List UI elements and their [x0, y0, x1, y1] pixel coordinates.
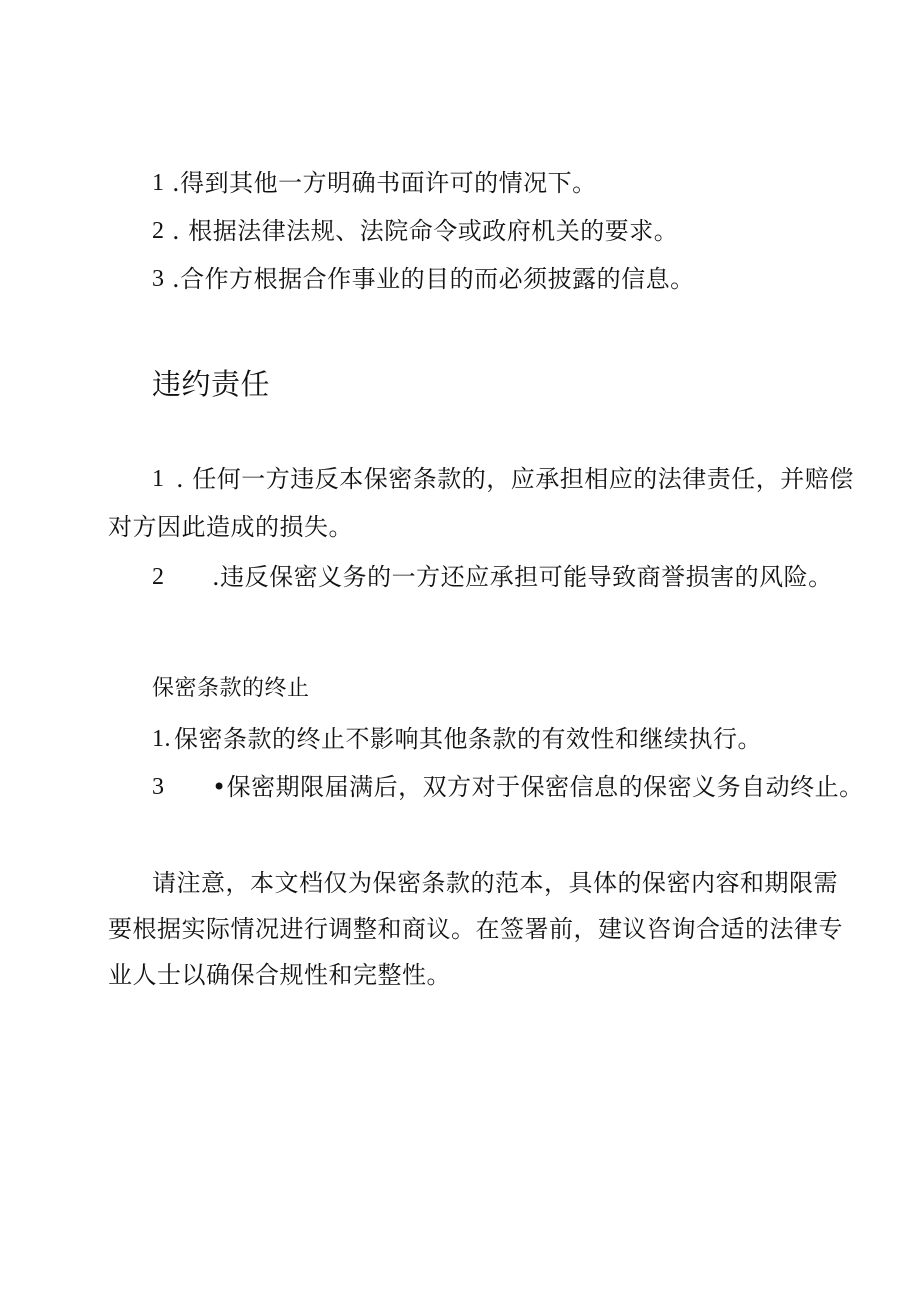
- list-item-text-continuation: 对方因此造成的损失。: [108, 513, 353, 541]
- list-item-text: •保密期限届满后，双方对于保密信息的保密义务自动终止。: [212, 773, 864, 801]
- list-item-number: 1: [152, 170, 165, 196]
- note-text: 业人士以确保合规性和完整性。: [108, 961, 451, 989]
- list-item-number: 3: [152, 266, 165, 292]
- list-item-number: 2: [152, 564, 165, 590]
- section-heading-termination: 保密条款的终止: [152, 676, 310, 701]
- list-item-text: 保密条款的终止不影响其他条款的有效性和继续执行。: [174, 725, 762, 753]
- list-item-text: . 根据法律法规、法院命令或政府机关的要求。: [172, 217, 679, 245]
- list-item-number: 3: [152, 774, 165, 800]
- list-item-number: 2: [152, 218, 165, 244]
- list-item-text: .违反保密义务的一方还应承担可能导致商誉损害的风险。: [212, 563, 833, 591]
- list-item-number: 1: [152, 466, 165, 492]
- list-item-text: . 任何一方违反本保密条款的，应承担相应的法律责任，并赔偿: [176, 465, 854, 493]
- list-item-text: .得到其他一方明确书面许可的情况下。: [172, 169, 597, 197]
- note-text: 请注意，本文档仅为保密条款的范本，具体的保密内容和期限需: [152, 869, 838, 897]
- list-item-text: .合作方根据合作事业的目的而必须披露的信息。: [172, 265, 695, 293]
- section-heading-liability: 违约责任: [152, 367, 271, 401]
- note-text: 要根据实际情况进行调整和商议。在签署前，建议咨询合适的法律专: [108, 915, 843, 943]
- list-item-number: 1.: [152, 726, 171, 752]
